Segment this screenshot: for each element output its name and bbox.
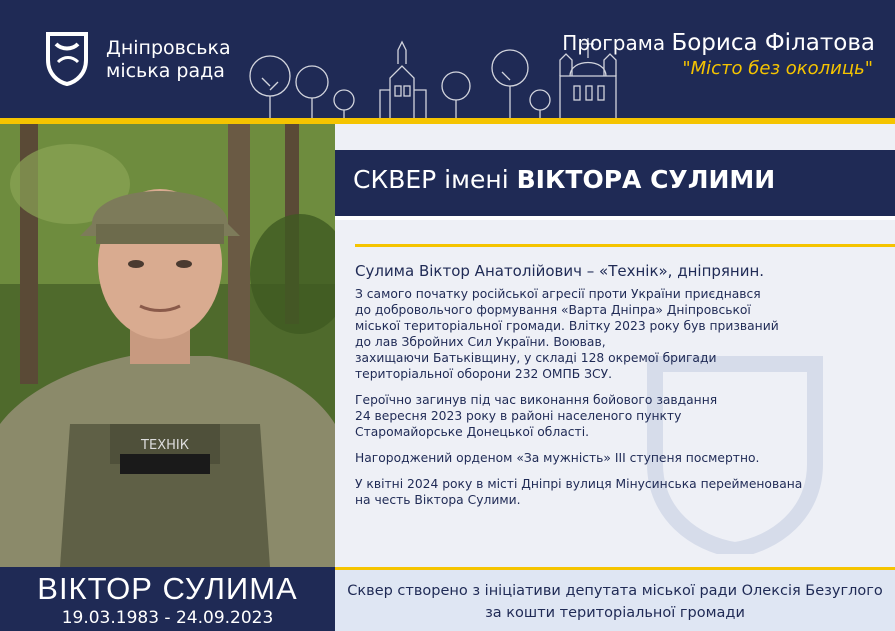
square-title-prefix: СКВЕР імені bbox=[353, 165, 509, 194]
name-patch: ТЕХНІК bbox=[141, 438, 189, 453]
bio-line: територіальної оборони 232 ОМПБ ЗСУ. bbox=[355, 367, 612, 381]
footer-band bbox=[335, 570, 895, 631]
gold-divider-title bbox=[355, 244, 895, 247]
bio-line: до лав Збройних Сил України. Воював, bbox=[355, 335, 606, 349]
life-dates: 19.03.1983 - 24.09.2023 bbox=[61, 608, 274, 628]
bio-paragraph bbox=[355, 450, 880, 466]
program-slogan: "Місто без околиць" bbox=[682, 58, 873, 79]
bio-line: Героїчно загинув під час виконання бойового завдання bbox=[355, 393, 718, 407]
info-panel bbox=[335, 124, 895, 567]
council-line2: міська рада bbox=[106, 60, 225, 82]
hero-full-name: ВІКТОР СУЛИМА bbox=[37, 571, 298, 606]
square-title bbox=[353, 165, 775, 194]
square-title-name: ВІКТОРА СУЛИМИ bbox=[516, 165, 776, 194]
shield-logo-icon bbox=[44, 30, 90, 86]
title-underline bbox=[335, 216, 895, 220]
bio-paragraph bbox=[355, 286, 880, 382]
bio-line: міської територіальної громади. Влітку 2023 року був призваний bbox=[355, 319, 779, 333]
bio-line: Нагороджений орденом «За мужність» ІІІ ступеня посмертно. bbox=[355, 451, 760, 465]
footer-line2: за кошти територіальної громади bbox=[485, 605, 745, 621]
bio-paragraph bbox=[355, 476, 880, 508]
bio-line: У квітні 2024 року в місті Дніпрі вулиця Мінусинська перейменована bbox=[355, 477, 803, 491]
bio-line: захищаючи Батьківщину, у складі 128 окремої бригади bbox=[355, 351, 717, 365]
bio-line: 24 вересня 2023 року в районі населеного пункту bbox=[355, 409, 682, 423]
bio-line: Старомайорське Донецької області. bbox=[355, 425, 590, 439]
bio-paragraph bbox=[355, 392, 880, 440]
biography bbox=[355, 262, 880, 518]
bio-line: З самого початку російської агресії проти України приєднався bbox=[355, 287, 761, 301]
bio-heading: Сулима Віктор Анатолійович – «Технік», дніпрянин. bbox=[355, 262, 765, 280]
portrait-photo bbox=[0, 124, 335, 567]
footer-line1: Сквер створено з ініціативи депутата міської ради Олексія Безуглого bbox=[347, 583, 883, 599]
bio-line: до добровольчого формування «Варта Дніпра» Дніпровської bbox=[355, 303, 751, 317]
council-line1: Дніпровська bbox=[106, 37, 231, 59]
footer-text bbox=[335, 580, 895, 624]
program-title bbox=[562, 30, 875, 56]
square-title-band bbox=[335, 150, 895, 216]
name-plate bbox=[0, 567, 335, 631]
bio-line: на честь Віктора Сулими. bbox=[355, 493, 521, 507]
header-banner bbox=[0, 0, 895, 118]
program-name: Бориса Філатова bbox=[671, 30, 875, 56]
program-label: Програма bbox=[562, 31, 666, 55]
city-council-name bbox=[106, 37, 231, 83]
